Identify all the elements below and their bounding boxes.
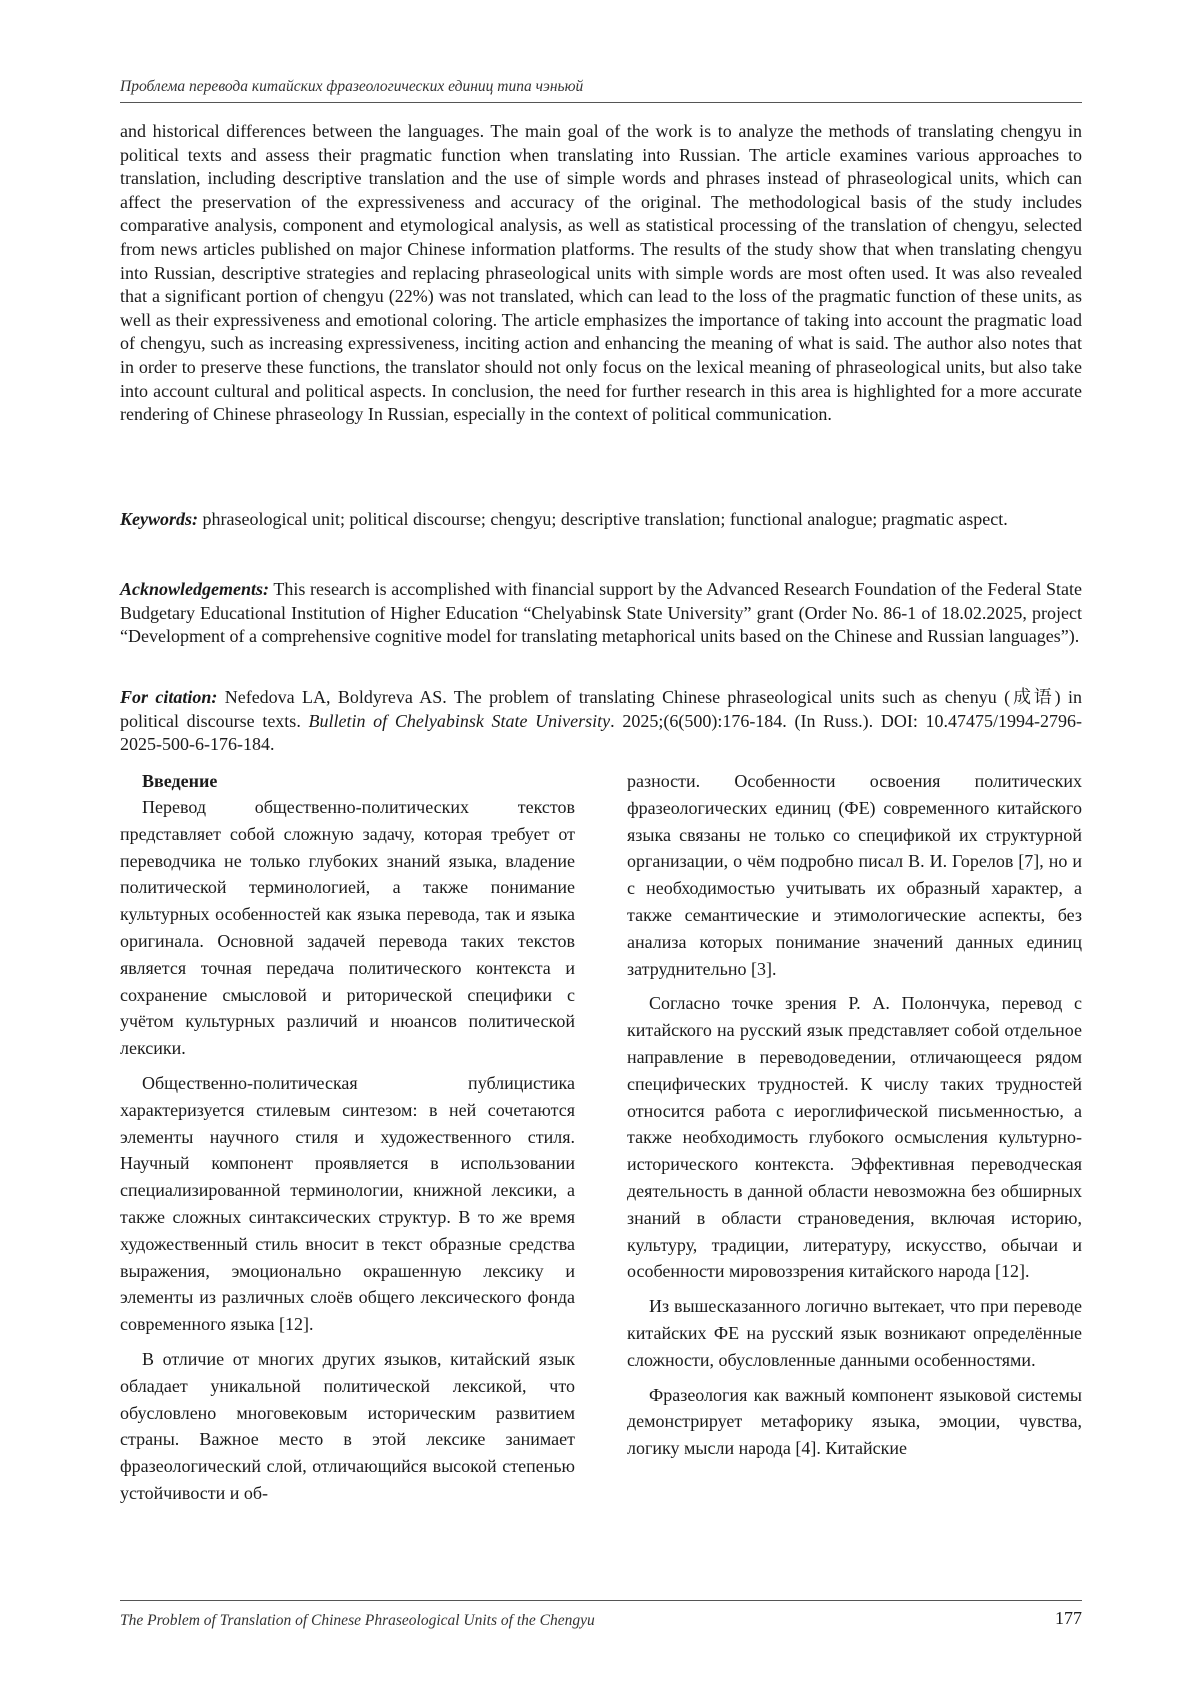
citation-text-before: Nefedova LA, Boldyreva AS. The problem of translating Chinese phraseological units such as chenyu (成语) in political discourse texts. bbox=[120, 687, 1082, 731]
abstract-section bbox=[120, 120, 1082, 427]
footer-rule bbox=[120, 1600, 1082, 1601]
body-paragraph: Общественно-политическая публицистика характеризуется стилевым синтезом: в ней сочетаются элементы научного стиля и художественного стиля. Научный компонент проявляется в использовании специализированной терминологии, книжной лексики, а также сложных синтаксических структур. В то же время художественный стиль вносит в текст образные средства выражения, эмоционально окрашенную лексику и элементы из различных слоёв общего лексического фонда современного языка [12]. bbox=[120, 1072, 575, 1335]
acknowledgements-label: Acknowledgements: bbox=[120, 579, 269, 599]
running-footer: The Problem of Translation of Chinese Phraseological Units of the Chengyu bbox=[120, 1612, 595, 1629]
keywords-label: Keywords: bbox=[120, 509, 198, 529]
body-paragraph: В отличие от многих других языков, китайский язык обладает уникальной политической лексикой, что обусловлено многовековым историческим развитием страны. Важное место в этой лексике занимает фразеологический слой, отличающийся высокой степенью устойчивости и об- bbox=[120, 1348, 575, 1503]
acknowledgements-block bbox=[120, 578, 1082, 649]
citation-text-after: . 2025;(6(500):176-184. (In Russ.). DOI: 10.47475/1994-2796-2025-500-6-176-184. bbox=[120, 710, 1082, 755]
section-heading: Введение bbox=[142, 771, 218, 791]
citation-block bbox=[120, 686, 1082, 757]
page-number: 177 bbox=[1055, 1608, 1082, 1628]
left-column bbox=[120, 768, 575, 1515]
body-paragraph: Перевод общественно-политических текстов представляет собой сложную задачу, которая требует от переводчика не только глубоких знаний языка, владение политической терминологией, а также понимание культурных особенностей как языка перевода, так и языка оригинала. Основной задачей перевода таких текстов является точная передача политического контекста и сохранение смысловой и риторической специфики с учётом культурных различий и нюансов политической лексики. bbox=[120, 797, 575, 1059]
citation-journal: Bulletin of Chelyabinsk State University bbox=[308, 710, 611, 731]
right-column bbox=[627, 768, 1082, 1470]
body-paragraph: Из вышесказанного логично вытекает, что при переводе китайских ФЕ на русский язык возникают определённые сложности, обусловленные данными особенностями. bbox=[627, 1296, 1082, 1370]
citation-label: For citation: bbox=[120, 687, 218, 707]
keywords-block bbox=[120, 508, 1082, 532]
body-paragraph-continued: разности. Особенности освоения политических фразеологических единиц (ФЕ) современного китайского языка связаны не только со спецификой их структурной организации, о чём подробно писал В. И. Горелов [7], но и с необходимостью учитывать их образный характер, а также семантические и этимологические аспекты, без анализа которых понимание значений данных единиц затруднительно [3]. bbox=[627, 771, 1082, 979]
running-header: Проблема перевода китайских фразеологических единиц типа чэньюй bbox=[120, 78, 584, 95]
abstract-text: and historical differences between the languages. The main goal of the work is to analyze the methods of translating chengyu in political texts and assess their pragmatic function when translating into Russian. The article examines various approaches to translation, including descriptive translation and the use of simple words and phrases instead of phraseological units, which can affect the preservation of the expressiveness and accuracy of the original. The methodological basis of the study includes comparative analysis, component and etymological analysis, as well as statistical processing of the translation of chengyu, selected from news articles published on major Chinese information platforms. The results of the study show that when translating chengyu into Russian, descriptive strategies and replacing phraseological units with simple words are most often used. It was also revealed that a significant portion of chengyu (22%) was not translated, which can lead to the loss of the pragmatic function of these units, as well as their expressiveness and emotional coloring. The article emphasizes the importance of taking into account the pragmatic load of chengyu, such as increasing expressiveness, inciting action and enhancing the meaning of what is said. The author also notes that in order to preserve these functions, the translator should not only focus on the lexical meaning of phraseological units, but also take into account cultural and political aspects. In conclusion, the need for further research in this area is highlighted for a more accurate rendering of Chinese phraseology In Russian, especially in the context of political communication. bbox=[120, 121, 1082, 425]
body-paragraph: Согласно точке зрения Р. А. Полончука, перевод с китайского на русский язык представляет собой отдельное направление в переводоведении, отличающееся рядом специфических трудностей. К числу таких трудностей относится работа с иероглифической письменностью, а также необходимость глубокого осмысления культурно-исторического контекста. Эффективная переводческая деятельность в данной области невозможна без обширных знаний в области страноведения, включая историю, культуру, традиции, литературу, искусство, обычаи и особенности мировоззрения китайского народа [12]. bbox=[627, 993, 1082, 1282]
keywords-text: phraseological unit; political discourse; chengyu; descriptive translation; functional analogue; pragmatic aspect. bbox=[198, 509, 1008, 529]
body-paragraph: Фразеология как важный компонент языковой системы демонстрирует метафорику языка, эмоции, чувства, логику мысли народа [4]. Китайские bbox=[627, 1384, 1082, 1459]
header-rule bbox=[120, 102, 1082, 103]
acknowledgements-text: This research is accomplished with financial support by the Advanced Research Foundation of the Federal State Budgetary Educational Institution of Higher Education “Chelyabinsk State University” grant (Order No. 86-1 of 18.02.2025, project “Development of a comprehensive cognitive model for translating metaphorical units based on the Chinese and Russian languages”). bbox=[120, 579, 1082, 647]
